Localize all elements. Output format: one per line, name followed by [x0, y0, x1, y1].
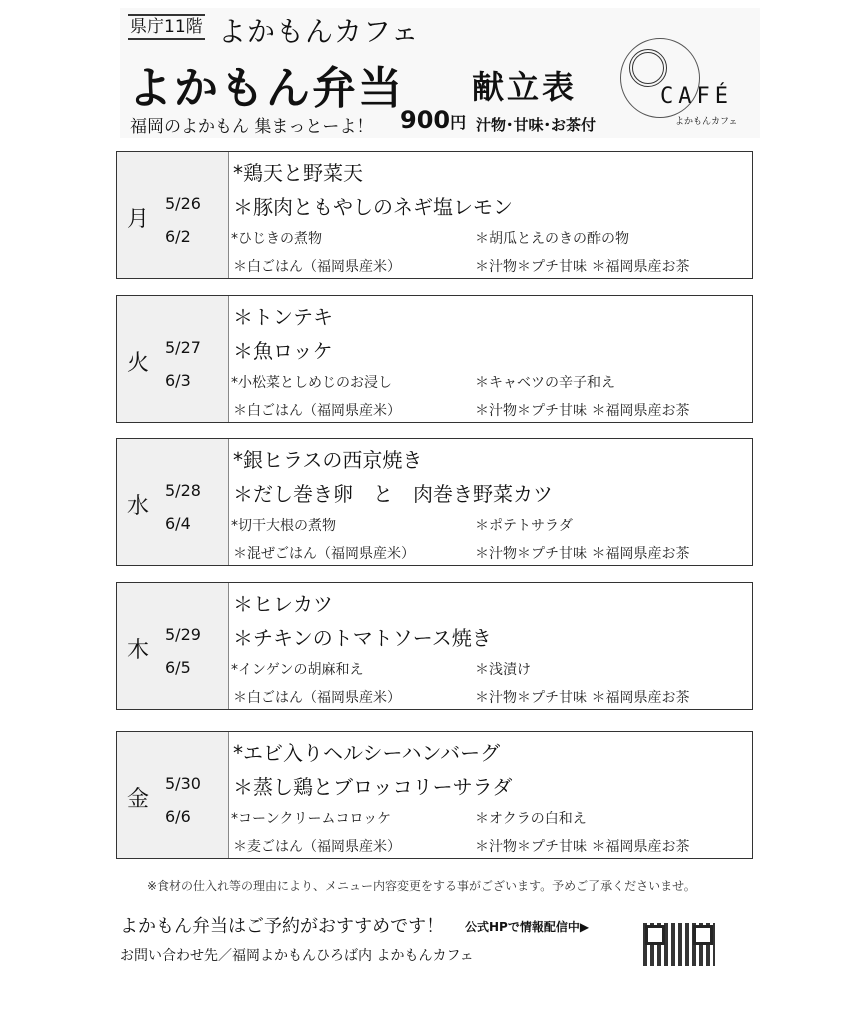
coffee-cup-icon [629, 49, 667, 87]
day-block [116, 295, 753, 423]
extras: ＊汁物＊プチ甘味 ＊福岡県産お茶 [475, 839, 690, 855]
official-hp-link[interactable]: 公式HPで情報配信中▶ [465, 920, 590, 934]
main-dish: ＊トンテキ [233, 305, 333, 329]
price [400, 106, 466, 134]
day-header-cell [117, 583, 229, 709]
change-notice: ※食材の仕入れ等の理由により、メニュー内容変更をする事がございます。予めご了承くださいませ。 [147, 879, 696, 893]
side-dish: *小松菜としめじのお浸し [231, 375, 392, 391]
main-dish: *鶏天と野菜天 [233, 161, 363, 185]
page-title: よかもん弁当 [128, 63, 404, 114]
date: 5/27 [165, 338, 201, 357]
side-dish: *ひじきの煮物 [231, 231, 322, 247]
rice: ＊麦ごはん（福岡県産米） [233, 839, 401, 855]
date: 6/4 [165, 514, 191, 533]
date: 6/6 [165, 807, 191, 826]
date: 5/30 [165, 774, 201, 793]
rice: ＊混ぜごはん（福岡県産米） [233, 546, 415, 562]
main-dish: *銀ヒラスの西京焼き [233, 448, 423, 472]
day-block [116, 151, 753, 279]
side-dish: ＊ポテトサラダ [475, 518, 573, 534]
main-dish: ＊だし巻き卵 と 肉巻き野菜カツ [233, 482, 553, 506]
side-dish: *コーンクリームコロッケ [231, 811, 392, 827]
day-header-cell [117, 439, 229, 565]
weekday: 月 [127, 207, 150, 232]
rice: ＊白ごはん（福岡県産米） [233, 690, 401, 706]
main-dish: ＊豚肉ともやしのネギ塩レモン [233, 195, 513, 219]
day-header-cell [117, 296, 229, 422]
side-dish: ＊胡瓜とえのきの酢の物 [475, 231, 629, 247]
tagline: 福岡のよかもん 集まっとーよ！ [130, 117, 374, 137]
weekday: 金 [127, 787, 150, 812]
reservation-text: よかもん弁当はご予約がおすすめです！ [120, 916, 445, 937]
price-unit: 円 [450, 113, 467, 132]
rice: ＊白ごはん（福岡県産米） [233, 403, 401, 419]
side-dish: *インゲンの胡麻和え [231, 662, 364, 678]
day-block [116, 438, 753, 566]
day-block [116, 582, 753, 710]
main-dish: *エビ入りヘルシーハンバーグ [233, 741, 501, 765]
side-dish: ＊浅漬け [475, 662, 531, 678]
included-items: 汁物･甘味･お茶付 [476, 116, 597, 134]
day-block [116, 731, 753, 859]
date: 5/28 [165, 481, 201, 500]
extras: ＊汁物＊プチ甘味 ＊福岡県産お茶 [475, 690, 690, 706]
main-dish: ＊魚ロッケ [233, 339, 333, 363]
extras: ＊汁物＊プチ甘味 ＊福岡県産お茶 [475, 546, 690, 562]
main-dish: ＊ヒレカツ [233, 592, 333, 616]
main-dish: ＊チキンのトマトソース焼き [233, 626, 492, 650]
day-header-cell [117, 732, 229, 858]
side-dish: ＊キャベツの辛子和え [475, 375, 615, 391]
floor-label: 県庁11階 [128, 14, 205, 40]
date: 5/29 [165, 625, 201, 644]
extras: ＊汁物＊プチ甘味 ＊福岡県産お茶 [475, 403, 690, 419]
extras: ＊汁物＊プチ甘味 ＊福岡県産お茶 [475, 259, 690, 275]
day-header-cell [117, 152, 229, 278]
logo-word: CAFÉ [660, 84, 733, 109]
side-dish: *切干大根の煮物 [231, 518, 336, 534]
side-dish: ＊オクラの白和え [475, 811, 587, 827]
weekday: 木 [127, 638, 150, 663]
main-dish: ＊蒸し鶏とブロッコリーサラダ [233, 775, 513, 799]
menu-header [120, 8, 760, 138]
logo-subtitle: よかもんカフェ [675, 117, 738, 127]
date: 6/2 [165, 227, 191, 246]
date: 6/5 [165, 658, 191, 677]
price-value: 900 [400, 106, 451, 134]
weekday: 水 [127, 494, 150, 519]
cafe-name: よかもんカフェ [218, 15, 420, 48]
page-title-suffix: 献立表 [472, 68, 578, 106]
rice: ＊白ごはん（福岡県産米） [233, 259, 401, 275]
weekday: 火 [127, 351, 150, 376]
contact-info: お問い合わせ先／福岡よかもんひろば内 よかもんカフェ [120, 948, 474, 964]
qr-code[interactable] [643, 923, 715, 966]
date: 5/26 [165, 194, 201, 213]
date: 6/3 [165, 371, 191, 390]
